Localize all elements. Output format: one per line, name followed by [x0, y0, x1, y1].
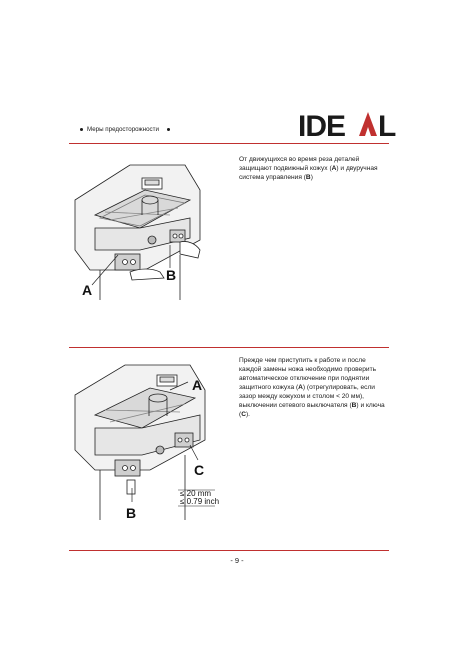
bullet-icon [80, 128, 83, 131]
text-run: ) и ключа ( [239, 402, 385, 418]
ideal-logo [298, 110, 397, 143]
label-b: B [126, 505, 137, 521]
text-ref-c: C [241, 411, 246, 418]
bullet-icon [167, 128, 170, 131]
section-header [80, 126, 170, 133]
text-ref-a: A [331, 165, 337, 172]
dimension-mm: ≤ 20 mm [180, 489, 212, 498]
label-a: A [192, 377, 203, 393]
label-a: A [82, 282, 93, 298]
text-run: Прежде чем приступить к работе и после каждой замены ножа необходимо проверить автоматическое отключение при поднятии защитного кожуха ( [239, 357, 377, 391]
block1-text [239, 155, 389, 182]
text-run: ) (отрегулировать, если зазор между кожухом и столом < 20 мм), выключении сетевого выключателя ( [239, 384, 375, 409]
text-run: ). [245, 411, 250, 418]
dimension-inch: ≤ 0.79 inch [180, 497, 220, 506]
text-run: ) [310, 174, 313, 181]
text-run: ) и двуручная система управления ( [239, 165, 378, 181]
text-ref-b: B [351, 402, 357, 409]
middle-rule [69, 347, 389, 348]
page-number: - 9 - [230, 556, 244, 565]
text-run: От движущихся во время реза деталей защищают подвижный кожух ( [239, 156, 360, 172]
text-ref-b: B [305, 174, 311, 181]
text-ref-a: A [298, 384, 303, 391]
top-rule [69, 143, 389, 144]
block2-text [239, 356, 389, 419]
section-title: Меры предосторожности [87, 126, 159, 133]
svg-text:L: L [378, 110, 397, 143]
figure-safety-check [70, 360, 230, 525]
bottom-rule [69, 550, 389, 551]
figure-cutter-guard [70, 160, 220, 300]
label-c: C [194, 462, 205, 478]
label-b: B [166, 267, 177, 283]
svg-text:IDE: IDE [298, 110, 346, 143]
